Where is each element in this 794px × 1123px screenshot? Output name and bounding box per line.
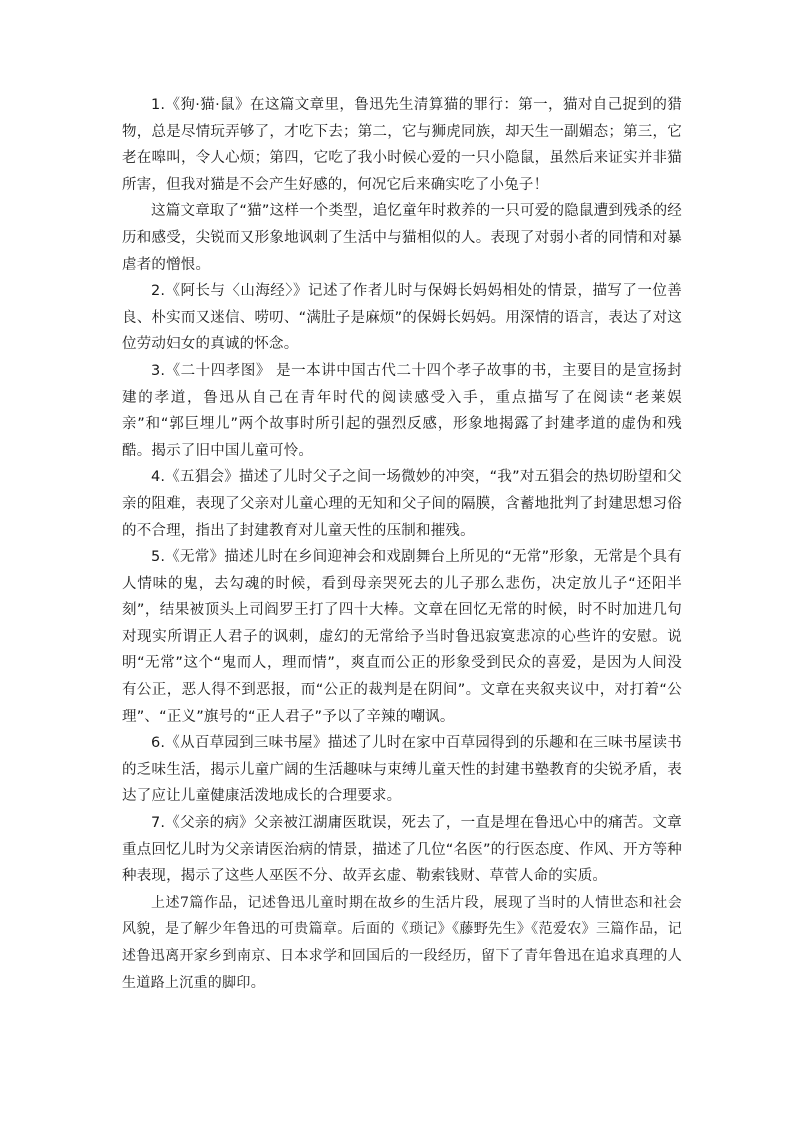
- paragraph-fu-qin-de-bing: 7.《父亲的病》父亲被江湖庸医耽误，死去了，一直是埋在鲁迅心中的痛苦。文章重点回忆儿时为父亲请医治病的情景，描述了几位“名医”的行医态度、作风、开方等种种表现，揭示了这些人巫医不分、故弄玄虚、勒索钱财、草菅人命的实质。: [122, 815, 682, 885]
- paragraph-gou-mao-shu: 1.《狗·猫·鼠》在这篇文章里，鲁迅先生清算猫的罪行：第一，猫对自己捉到的猎物，总是尽情玩弄够了，才吃下去；第二，它与狮虎同族，却天生一副媚态；第三，它老在嗥叫，令人心烦；第四，它吃了我小时候心爱的一只小隐鼠，虽然后来证实并非猫所害，但我对猫是不会产生好感的，何况它后来确实吃了小兔子！: [122, 97, 682, 193]
- paragraph-gou-mao-shu-theme: 这篇文章取了“猫”这样一个类型，追忆童年时救养的一只可爱的隐鼠遭到残杀的经历和感受，尖锐而又形象地讽刺了生活中与猫相似的人。表现了对弱小者的同情和对暴虐者的憎恨。: [122, 203, 682, 273]
- document-body: [122, 92, 682, 996]
- paragraph-bai-cao-yuan: 6.《从百草园到三味书屋》描述了儿时在家中百草园得到的乐趣和在三味书屋读书的乏味生活，揭示儿童广阔的生活趣味与束缚儿童天性的封建书塾教育的尖锐矛盾，表达了应让儿童健康活泼地成长的合理要求。: [122, 735, 682, 805]
- paragraph-wu-chang-hui: 4.《五猖会》描述了儿时父子之间一场微妙的冲突，“我”对五猖会的热切盼望和父亲的阻难，表现了父亲对儿童心理的无知和父子间的隔膜，含蓄地批判了封建思想习俗的不合理，指出了封建教育对儿童天性的压制和摧残。: [122, 469, 682, 539]
- paragraph-wu-chang: 5.《无常》描述儿时在乡间迎神会和戏剧舞台上所见的“无常”形象，无常是个具有人情味的鬼，去勾魂的时候，看到母亲哭死去的儿子那么悲伤，决定放儿子“还阳半刻”，结果被顶头上司阎罗王打了四十大棒。文章在回忆无常的时候，时不时加进几句对现实所谓正人君子的讽刺，虚幻的无常给予当时鲁迅寂寞悲凉的心些许的安慰。说明“无常”这个“鬼而人，理而情”，爽直而公正的形象受到民众的喜爱，是因为人间没有公正，恶人得不到恶报，而“公正的裁判是在阴间”。文章在夹叙夹议中，对打着“公理”、“正义”旗号的“正人君子”予以了辛辣的嘲讽。: [122, 549, 682, 725]
- paragraph-a-chang: 2.《阿长与〈山海经〉》记述了作者儿时与保姆长妈妈相处的情景，描写了一位善良、朴实而又迷信、唠叨、“满肚子是麻烦”的保姆长妈妈。用深情的语言，表达了对这位劳动妇女的真诚的怀念。: [122, 283, 682, 353]
- paragraph-ershisi-xiao-tu: 3.《二十四孝图》 是一本讲中国古代二十四个孝子故事的书，主要目的是宣扬封建的孝道，鲁迅从自己在青年时代的阅读感受入手，重点描写了在阅读“老莱娱亲”和“郭巨埋儿”两个故事时所引起的强烈反感，形象地揭露了封建孝道的虚伪和残酷。揭示了旧中国儿童可怜。: [122, 362, 682, 459]
- summary-paragraph: 上述7篇作品，记述鲁迅儿童时期在故乡的生活片段，展现了当时的人情世态和社会风貌，是了解少年鲁迅的可贵篇章。后面的《琐记》《藤野先生》《范爱农》三篇作品，记述鲁迅离开家乡到南京、日本求学和回国后的一段经历，留下了青年鲁迅在追求真理的人生道路上沉重的脚印。: [122, 894, 682, 991]
